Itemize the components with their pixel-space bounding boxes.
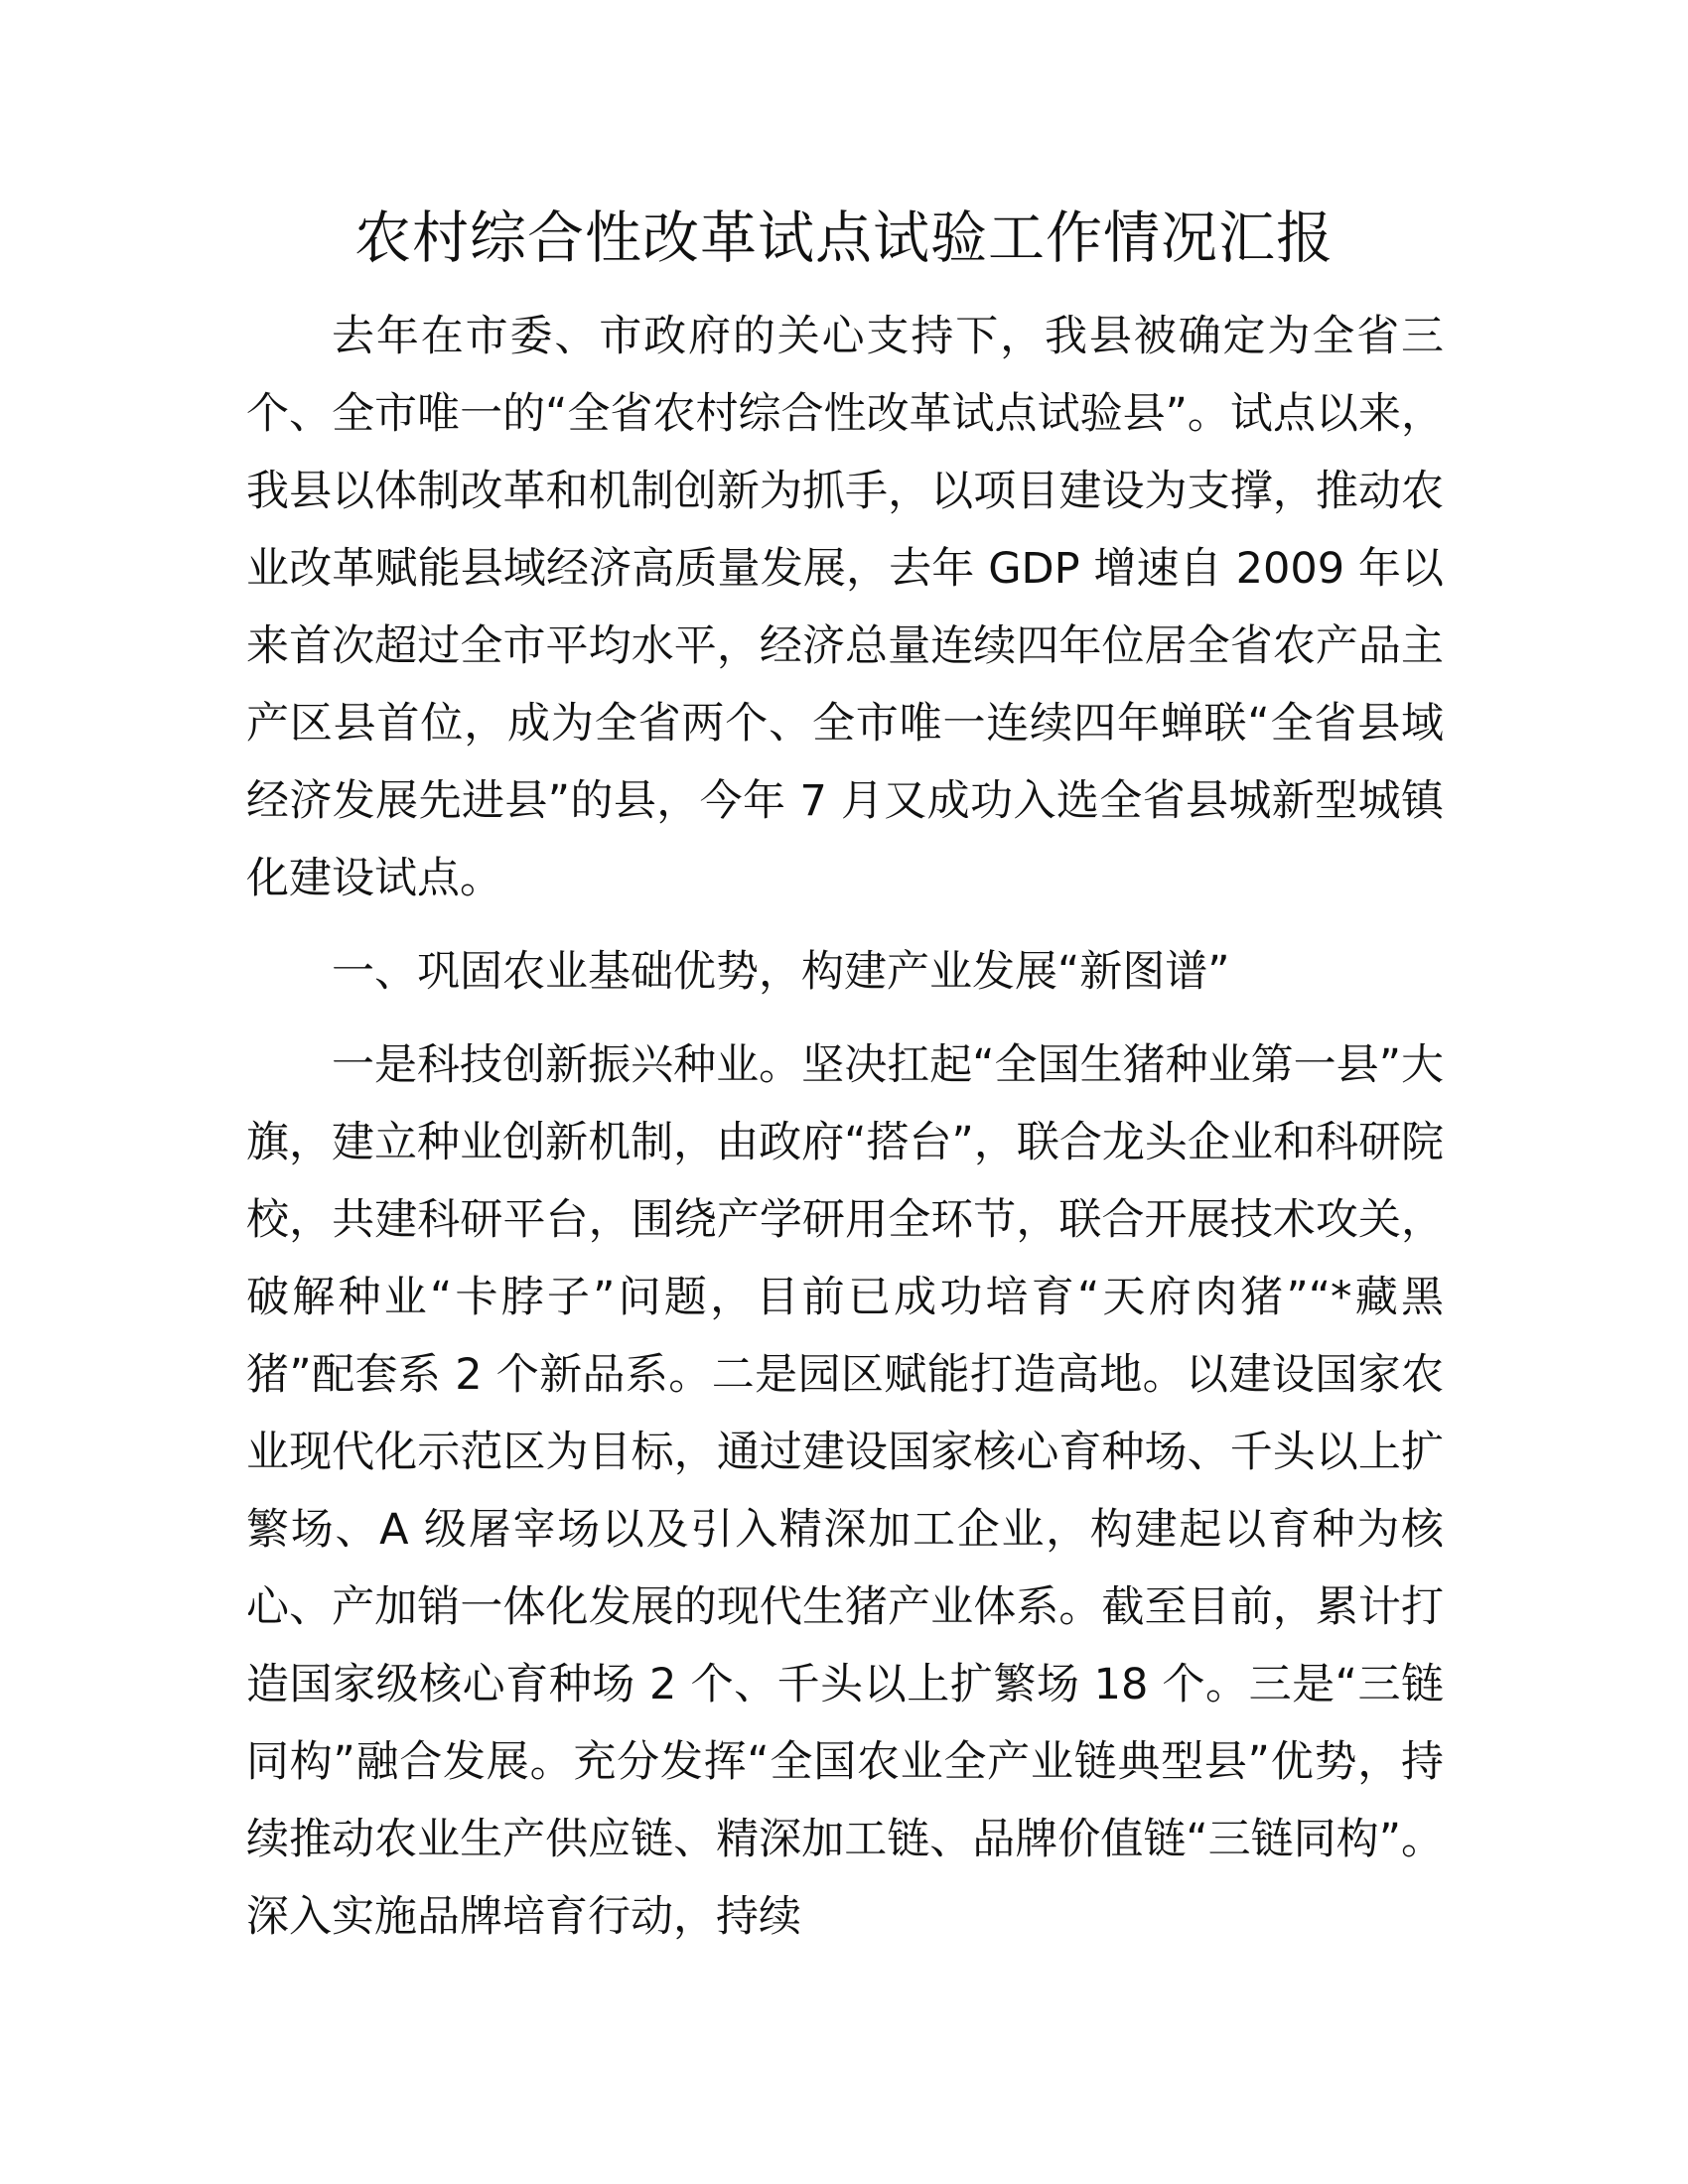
document-body [246,298,1444,1956]
document-title: 农村综合性改革试点试验工作情况汇报 [354,205,1334,271]
section-paragraph: 一是科技创新振兴种业。坚决扛起“全国生猪种业第一县”大旗，建立种业创新机制，由政府“搭台”，联合龙头企业和科研院校，共建科研平台，围绕产学研用全环节，联合开展技术攻关，破解种业“卡脖子”问题，目前已成功培育“天府肉猪”“*藏黑猪”配套系 2 个新品系。二是园区赋能打造高地。以建设国家农业现代化示范区为目标，通过建设国家核心育种场、千头以上扩繁场、A 级屠宰场以及引入精深加工企业，构建起以育种为核心、产加销一体化发展的现代生猪产业体系。截至目前，累计打造国家级核心育种场 2 个、千头以上扩繁场 18 个。三是“三链同构”融合发展。充分发挥“全国农业全产业链典型县”优势，持续推动农业生产供应链、精深加工链、品牌价值链“三链同构”。深入实施品牌培育行动，持续 [246,1040,1444,1942]
section-heading: 一、巩固农业基础优势，构建产业发展“新图谱” [332,947,1230,997]
intro-paragraph: 去年在市委、市政府的关心支持下，我县被确定为全省三个、全市唯一的“全省农村综合性改革试点试验县”。试点以来，我县以体制改革和机制创新为抓手，以项目建设为支撑，推动农业改革赋能县域经济高质量发展，去年 GDP 增速自 2009 年以来首次超过全市平均水平，经济总量连续四年位居全省农产品主产区县首位，成为全省两个、全市唯一连续四年蝉联“全省县域经济发展先进县”的县，今年 7 月又成功入选全省县城新型城镇化建设试点。 [246,312,1444,903]
